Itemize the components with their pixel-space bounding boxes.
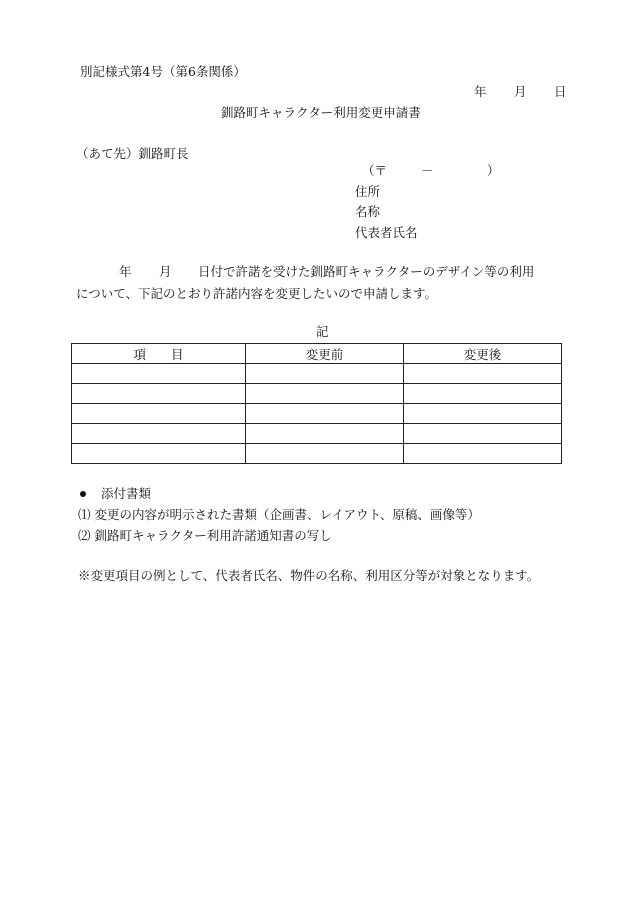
- postal-open: （〒: [362, 163, 388, 178]
- table-cell[interactable]: [72, 424, 246, 444]
- attachments-heading: 添付書類: [101, 486, 152, 501]
- table-row: [72, 404, 562, 424]
- table-row: [72, 384, 562, 404]
- change-table: [71, 343, 562, 464]
- representative-label: 代表者氏名: [355, 225, 418, 240]
- header-before: 変更前: [246, 344, 404, 364]
- body-month: 月: [159, 264, 172, 279]
- table-cell[interactable]: [404, 404, 562, 424]
- table-cell[interactable]: [72, 364, 246, 384]
- attachment-item-1: ⑴ 変更の内容が明示された書類（企画書、レイアウト、原稿、画像等）: [78, 507, 480, 522]
- date-day: 日: [554, 84, 567, 99]
- body-year: 年: [119, 264, 132, 279]
- addressee: （あて先）釧路町長: [76, 146, 189, 161]
- table-cell[interactable]: [246, 364, 404, 384]
- table-cell[interactable]: [246, 384, 404, 404]
- table-row: [72, 424, 562, 444]
- record-heading: 記: [316, 324, 329, 339]
- table-cell[interactable]: [72, 404, 246, 424]
- bullet-dot-icon: [80, 491, 86, 497]
- attachment-item-2: ⑵ 釧路町キャラクター利用許諾通知書の写し: [78, 528, 332, 543]
- header-item: 項 目: [72, 344, 246, 364]
- note: ※変更項目の例として、代表者氏名、物件の名称、利用区分等が対象となります。: [78, 568, 540, 583]
- postal-close: ）: [487, 163, 500, 178]
- name-label: 名称: [355, 204, 381, 219]
- table-cell[interactable]: [404, 384, 562, 404]
- table-cell[interactable]: [246, 404, 404, 424]
- table-row: [72, 444, 562, 464]
- table-cell[interactable]: [246, 424, 404, 444]
- form-number: 別記様式第4号（第6条関係）: [80, 64, 246, 79]
- table-cell[interactable]: [404, 424, 562, 444]
- table-cell[interactable]: [246, 444, 404, 464]
- table-header-row: [72, 344, 562, 364]
- header-after: 変更後: [404, 344, 562, 364]
- postal-dash: －: [421, 163, 434, 178]
- date-year: 年: [474, 84, 487, 99]
- body-line2: について、下記のとおり許諾内容を変更したいので申請します。: [76, 286, 438, 301]
- document-title: 釧路町キャラクター利用変更申請書: [221, 105, 421, 120]
- body-line1-rest: 日付で許諾を受けた釧路町キャラクターのデザイン等の利用: [198, 264, 535, 279]
- address-label: 住所: [355, 184, 381, 199]
- table-row: [72, 364, 562, 384]
- table-cell[interactable]: [72, 384, 246, 404]
- table-cell[interactable]: [404, 444, 562, 464]
- date-month: 月: [514, 84, 527, 99]
- table-cell[interactable]: [404, 364, 562, 384]
- table-cell[interactable]: [72, 444, 246, 464]
